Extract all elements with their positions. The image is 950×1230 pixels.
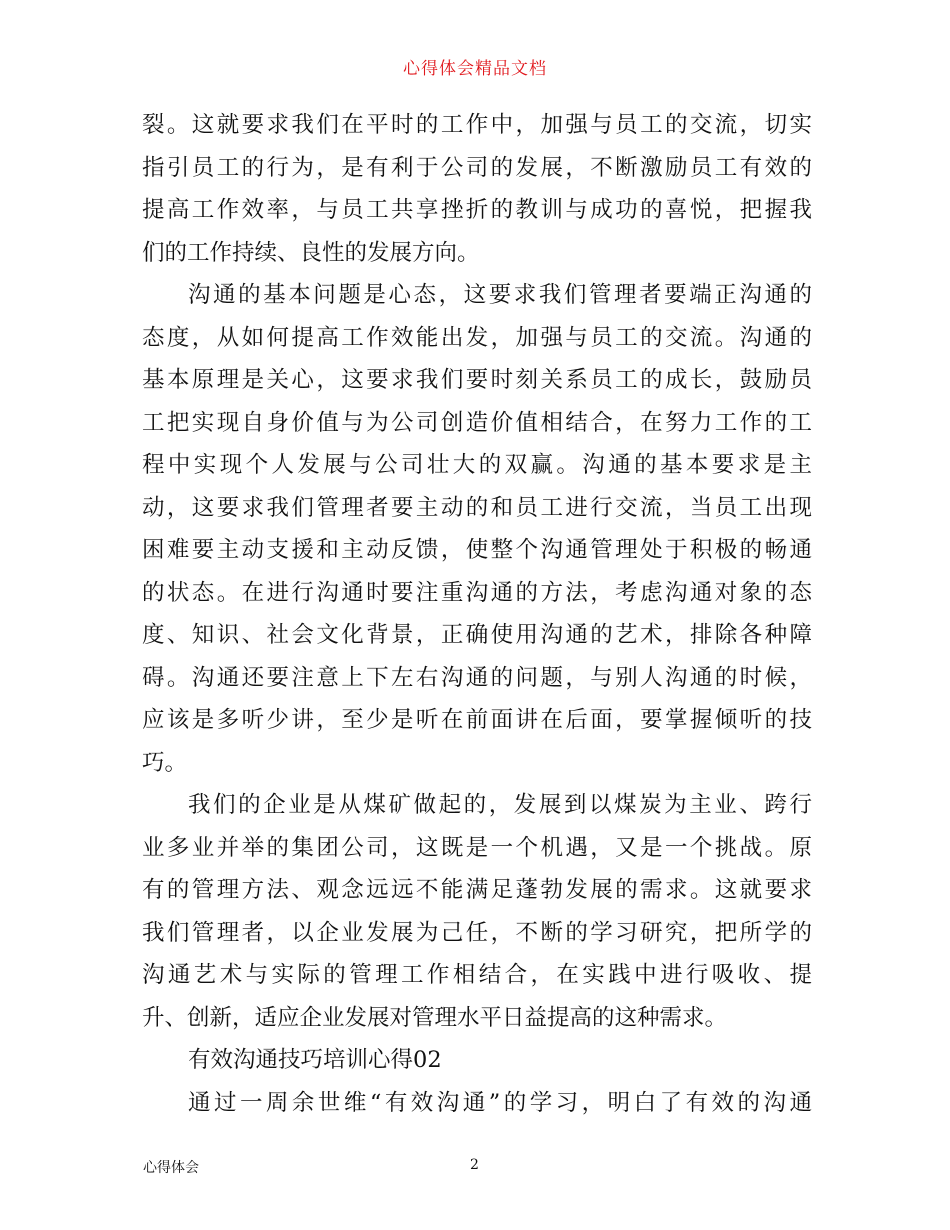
text-line: 通过一周余世维“有效沟通”的学习，明白了有效的沟通 xyxy=(188,1089,812,1116)
text-line: 程中实现个人发展与公司壮大的双赢。沟通的基本要求是主 xyxy=(142,452,812,478)
text-line: 度、知识、社会文化背景，正确使用沟通的艺术，排除各种障 xyxy=(142,622,812,648)
text-line: 沟通艺术与实际的管理工作相结合，在实践中进行吸收、提 xyxy=(142,962,812,988)
text-line: 提高工作效率，与员工共享挫折的教训与成功的喜悦，把握我 xyxy=(142,197,812,223)
text-line: 的状态。在进行沟通时要注重沟通的方法，考虑沟通对象的态 xyxy=(142,579,812,606)
text-line: 应该是多听少讲，至少是听在前面讲在后面，要掌握倾听的技 xyxy=(142,707,812,733)
text-line: 态度，从如何提高工作效能出发，加强与员工的交流。沟通的 xyxy=(142,324,812,351)
text-line: 碍。沟通还要注意上下左右沟通的问题，与别人沟通的时候， xyxy=(142,664,812,691)
footer-label: 心得体会 xyxy=(143,1160,199,1176)
text-line: 我们管理者，以企业发展为己任，不断的学习研究，把所学的 xyxy=(142,919,812,946)
text-line: 裂。这就要求我们在平时的工作中，加强与员工的交流，切实 xyxy=(142,112,812,138)
text-line: 业多业并举的集团公司，这既是一个机遇，又是一个挑战。原 xyxy=(142,834,812,861)
page-number: 2 xyxy=(470,1157,479,1173)
text-line: 沟通的基本问题是心态，这要求我们管理者要端正沟通的 xyxy=(188,282,812,308)
text-line: 困难要主动支援和主动反馈，使整个沟通管理处于积极的畅通 xyxy=(142,537,812,563)
text-line: 指引员工的行为，是有利于公司的发展，不断激励员工有效的 xyxy=(142,154,812,181)
text-line: 巧。 xyxy=(142,749,188,776)
text-line: 动，这要求我们管理者要主动的和员工进行交流，当员工出现 xyxy=(142,494,812,521)
text-line: 基本原理是关心，这要求我们要时刻关系员工的成长，鼓励员 xyxy=(142,367,812,393)
text-line: 工把实现自身价值与为公司创造价值相结合，在努力工作的工 xyxy=(142,409,812,436)
page-header-title: 心得体会精品文档 xyxy=(403,59,547,79)
text-line: 我们的企业是从煤矿做起的，发展到以煤炭为主业、跨行 xyxy=(188,792,812,818)
text-line: 有的管理方法、观念远远不能满足蓬勃发展的需求。这就要求 xyxy=(142,877,812,903)
text-line: 升、创新，适应企业发展对管理水平日益提高的这种需求。 xyxy=(142,1004,728,1031)
text-line: 有效沟通技巧培训心得02 xyxy=(188,1047,442,1073)
text-line: 们的工作持续、良性的发展方向。 xyxy=(142,239,480,266)
document-body xyxy=(142,104,812,1124)
